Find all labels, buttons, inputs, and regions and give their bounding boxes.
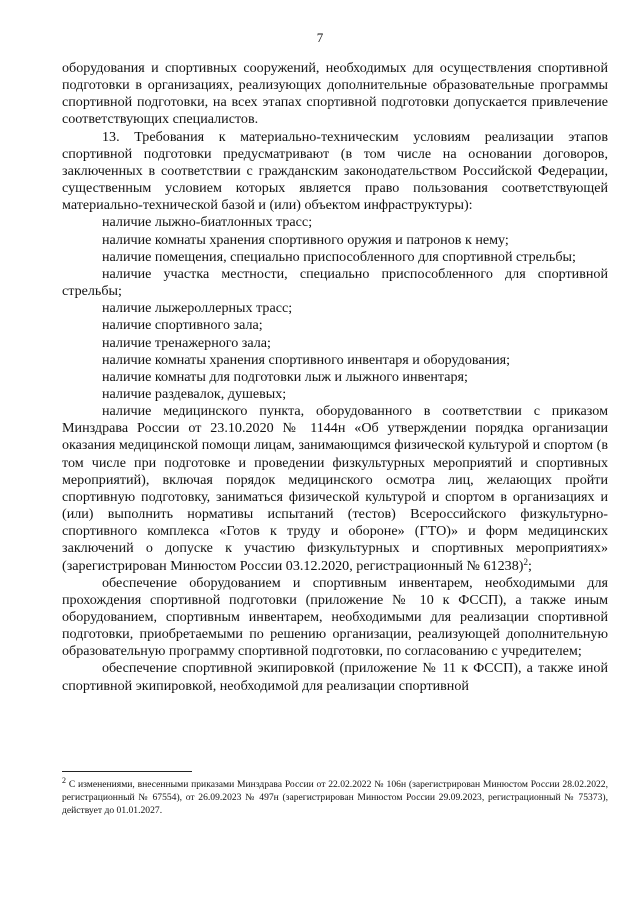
footnote [62, 778, 608, 817]
footnote-ref: 2 [523, 556, 528, 567]
paragraph-text: наличие медицинского пункта, оборудованного в соответствии с приказом Минздрава России от 23.10.2020 № 1144н «Об утверждении порядка организации оказания медицинской помощи лицам, занимающимся физической культурой и спортом (в том числе при подготовке и проведении физкультурных мероприятий и спортивных мероприятий), включая порядок медицинского осмотра лиц, желающих пройти спортивную подготовку, заниматься физической культурой и спортом в организациях и (или) выполнить нормативы испытаний (тестов) Всероссийского физкультурно-спортивного комплекса «Готов к труду и обороне» (ГТО)» и форм медицинских заключений о допуске к участию физкультурных и спортивных мероприятиях» (зарегистрирован Минюстом России 03.12.2020, регистрационный № 61238) [62, 403, 608, 574]
footnote-separator [62, 771, 192, 772]
paragraph: наличие комнаты для подготовки лыж и лыжного инвентаря; [102, 368, 468, 385]
paragraph: оборудования и спортивных сооружений, необходимых для осуществления спортивной подготовки в организациях, реализующих дополнительные образовательные программы спортивной подготовки, на всех этапах спортивной подготовки допускается привлечение соответствующих специалистов. [62, 60, 608, 128]
paragraph: наличие тренажерного зала; [102, 334, 271, 351]
document-body [62, 60, 608, 695]
paragraph [62, 403, 608, 575]
paragraph: наличие спортивного зала; [102, 317, 263, 334]
paragraph: обеспечение спортивной экипировкой (приложение № 11 к ФССП), а также иной спортивной экипировкой, необходимой для реализации спортивной [62, 660, 608, 694]
paragraph: обеспечение оборудованием и спортивным инвентарем, необходимыми для прохождения спортивной подготовки (приложение № 10 к ФССП), а также иным оборудованием, спортивным инвентарем, необходимыми для реализации спортивной подготовки, приобретаемыми по решению организации, реализующей дополнительную образовательную программу спортивной подготовки, по согласованию с учредителем; [62, 574, 608, 660]
paragraph: 13. Требования к материально-техническим условиям реализации этапов спортивной подготовки предусматривают (в том числе на основании договоров, заключенных в соответствии с гражданским законодательством Российской Федерации, существенным условием которых является право пользования соответствующей материально-технической базой и (или) объектом инфраструктуры): [62, 128, 608, 214]
paragraph: наличие участка местности, специально приспособленного для спортивной стрельбы; [62, 265, 608, 300]
paragraph: наличие комнаты хранения спортивного инвентаря и оборудования; [102, 351, 511, 368]
paragraph-tail: ; [527, 557, 532, 574]
page-number: 7 [316, 30, 324, 45]
paragraph: наличие раздевалок, душевых; [102, 385, 287, 402]
paragraph: наличие лыжероллерных трасс; [102, 300, 293, 317]
footnote-text: С изменениями, внесенными приказами Минздрава России от 22.02.2022 № 106н (зарегистрирован Минюстом России 28.02.2022, регистрационный № 67554), от 26.09.2023 № 497н (зарегистрирован Минюстом России 29.09.2023, регистрационный № 75373), действует до 01.01.2027. [62, 779, 608, 816]
paragraph: наличие лыжно-биатлонных трасс; [102, 214, 313, 231]
paragraph: наличие комнаты хранения спортивного оружия и патронов к нему; [102, 231, 509, 248]
paragraph: наличие помещения, специально приспособленного для спортивной стрельбы; [102, 248, 576, 265]
footnote-mark: 2 [62, 776, 66, 785]
